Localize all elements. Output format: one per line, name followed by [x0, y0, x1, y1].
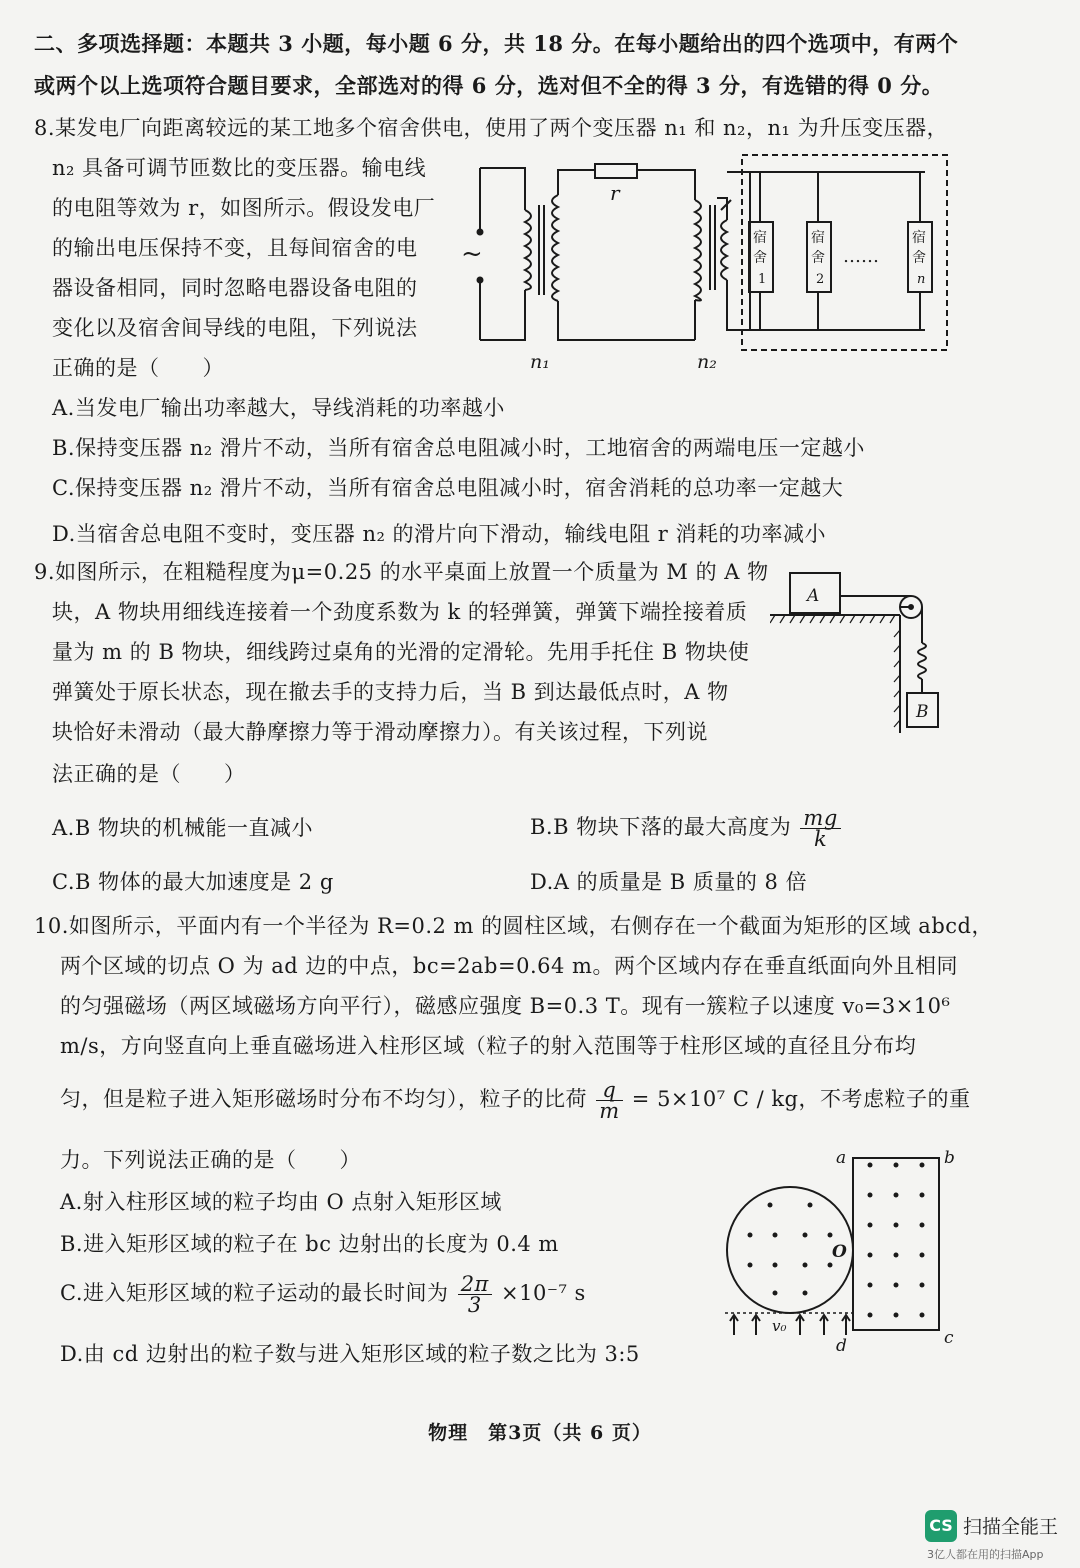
q8-dormn-number: n [917, 272, 926, 287]
svg-text:舍: 舍 [912, 250, 926, 266]
svg-text:舍: 舍 [753, 250, 767, 266]
q9-option-b-fraction: $\frac{mg}{k}$ [800, 808, 840, 849]
q10-stem-line5: 匀，但是粒子进入矩形磁场时分布不均匀），粒子的比荷 $\frac{q}{m}$ = 5×10⁷ C / kg，不考虑粒子的重 [60, 1078, 971, 1123]
q8-circuit-figure [455, 150, 955, 375]
q8-option-d: D.当宿舍总电阻不变时，变压器 n₂ 的滑片向下滑动，输线电阻 r 消耗的功率减小 [52, 522, 826, 546]
q9-option-a: A.B 物块的机械能一直减小 [52, 816, 313, 840]
q10-stem-line3: 的匀强磁场（两区域磁场方向平行），磁感应强度 B=0.3 T。现有一簇粒子以速度 v₀=3×10⁶ [60, 994, 951, 1018]
q8-transformer1-label: n₁ [530, 351, 550, 373]
section-header-line2: 或两个以上选项符合题目要求，全部选对的得 6 分，选对但不全的得 3 分，有选错的得 0 分。 [34, 73, 944, 98]
svg-text:宿: 宿 [811, 230, 825, 246]
q10-magnetic-field-figure [720, 1145, 960, 1360]
section-header-line1: 二、多项选择题：本题共 3 小题，每小题 6 分，共 18 分。在每小题给出的四个选项中，有两个 [34, 31, 959, 56]
svg-text:舍: 舍 [811, 250, 825, 266]
q10-option-b: B.进入矩形区域的粒子在 bc 边射出的长度为 0.4 m [60, 1232, 559, 1256]
q9-stem-line2: 块，A 物块用细线连接着一个劲度系数为 k 的轻弹簧，弹簧下端拴接着质 [52, 600, 748, 624]
q10-corner-c: c [944, 1328, 954, 1348]
q10-corner-a: a [836, 1148, 847, 1168]
q10-option-d: D.由 cd 边射出的粒子数与进入矩形区域的粒子数之比为 3:5 [60, 1342, 640, 1366]
q9-option-c: C.B 物体的最大加速度是 2 g [52, 870, 334, 894]
q10-stem-line6: 力。下列说法正确的是（ ） [60, 1148, 361, 1172]
scanner-app-name: 扫描全能王 [963, 1516, 1059, 1538]
q8-stem-line3: 的电阻等效为 r，如图所示。假设发电厂 [52, 196, 436, 220]
q8-resistor-label: r [610, 181, 620, 205]
q10-corner-d: d [836, 1336, 847, 1356]
q10-option-c-fraction: $\frac{2\pi}{3}$ [458, 1274, 492, 1315]
q8-transformer2-label: n₂ [697, 351, 717, 373]
scanner-logo-icon: CS [925, 1510, 957, 1542]
q8-stem-line5: 器设备相同，同时忽略电器设备电阻的 [52, 276, 418, 300]
scanner-watermark [925, 1500, 1075, 1566]
q10-stem-line4: m/s，方向竖直向上垂直磁场进入柱形区域（粒子的射入范围等于柱形区域的直径且分布均 [60, 1034, 917, 1058]
q8-stem-line2: n₂ 具备可调节匝数比的变压器。输电线 [52, 156, 427, 180]
scanner-tagline: 3亿人都在用的扫描App [927, 1548, 1044, 1561]
q9-option-b: B.B 物块下落的最大高度为 $\frac{mg}{k}$ [530, 804, 843, 850]
q8-stem-line7: 正确的是（ ） [52, 356, 224, 380]
q10-option-a: A.射入柱形区域的粒子均由 O 点射入矩形区域 [60, 1190, 502, 1214]
q10-corner-b: b [944, 1148, 955, 1168]
q10-charge-ratio-fraction: $\frac{q}{m}$ [596, 1080, 622, 1121]
q8-dorm1-number: 1 [758, 272, 767, 287]
q8-option-c: C.保持变压器 n₂ 滑片不动，当所有宿舍总电阻减小时，宿舍消耗的总功率一定越大 [52, 476, 844, 500]
q8-dorm2-number: 2 [816, 272, 825, 287]
q10-option-c: C.进入矩形区域的粒子运动的最长时间为 $\frac{2\pi}{3}$ ×10⁻⁷ s [60, 1272, 586, 1317]
q10-stem-line1: 10.如图所示，平面内有一个半径为 R=0.2 m 的圆柱区域，右侧存在一个截面为矩形的区域 abcd， [34, 914, 993, 938]
q8-option-a: A.当发电厂输出功率越大，导线消耗的功率越小 [52, 396, 505, 420]
q8-stem-line1: 8.某发电厂向距离较远的某工地多个宿舍供电，使用了两个变压器 n₁ 和 n₂，n₁ 为升压变压器， [34, 116, 949, 140]
q9-stem-line5: 块恰好未滑动（最大静摩擦力等于滑动摩擦力）。有关该过程，下列说 [52, 720, 708, 744]
q8-stem-line6: 变化以及宿舍间导线的电阻，下列说法 [52, 316, 418, 340]
page-footer: 物理 第3页（共 6 页） [428, 1422, 652, 1444]
q8-dorm-ellipsis: …… [843, 246, 879, 267]
q9-block-a-label: A [807, 586, 820, 606]
q10-stem-line2: 两个区域的切点 O 为 ad 边的中点，bc=2ab=0.64 m。两个区域内存在垂直纸面向外且相同 [60, 954, 958, 978]
svg-text:宿: 宿 [753, 230, 767, 246]
q9-stem-line1: 9.如图所示，在粗糙程度为μ=0.25 的水平桌面上放置一个质量为 M 的 A 物 [34, 560, 769, 584]
q8-stem-line4: 的输出电压保持不变，且每间宿舍的电 [52, 236, 418, 260]
q9-stem-line3: 量为 m 的 B 物块，细线跨过桌角的光滑的定滑轮。先用手托住 B 物块使 [52, 640, 750, 664]
q9-option-d: D.A 的质量是 B 质量的 8 倍 [530, 870, 808, 894]
q10-point-o: O [832, 1242, 847, 1262]
svg-text:宿: 宿 [912, 230, 926, 246]
q9-stem-line4: 弹簧处于原长状态，现在撤去手的支持力后，当 B 到达最低点时，A 物 [52, 680, 729, 704]
q10-velocity-label: v₀ [772, 1317, 787, 1335]
q9-pulley-figure [770, 565, 960, 745]
q9-stem-line6: 法正确的是（ ） [52, 762, 246, 786]
q8-source-symbol: ~ [461, 239, 483, 269]
q8-option-b: B.保持变压器 n₂ 滑片不动，当所有宿舍总电阻减小时，工地宿舍的两端电压一定越小 [52, 436, 865, 460]
q9-block-b-label: B [916, 702, 929, 722]
